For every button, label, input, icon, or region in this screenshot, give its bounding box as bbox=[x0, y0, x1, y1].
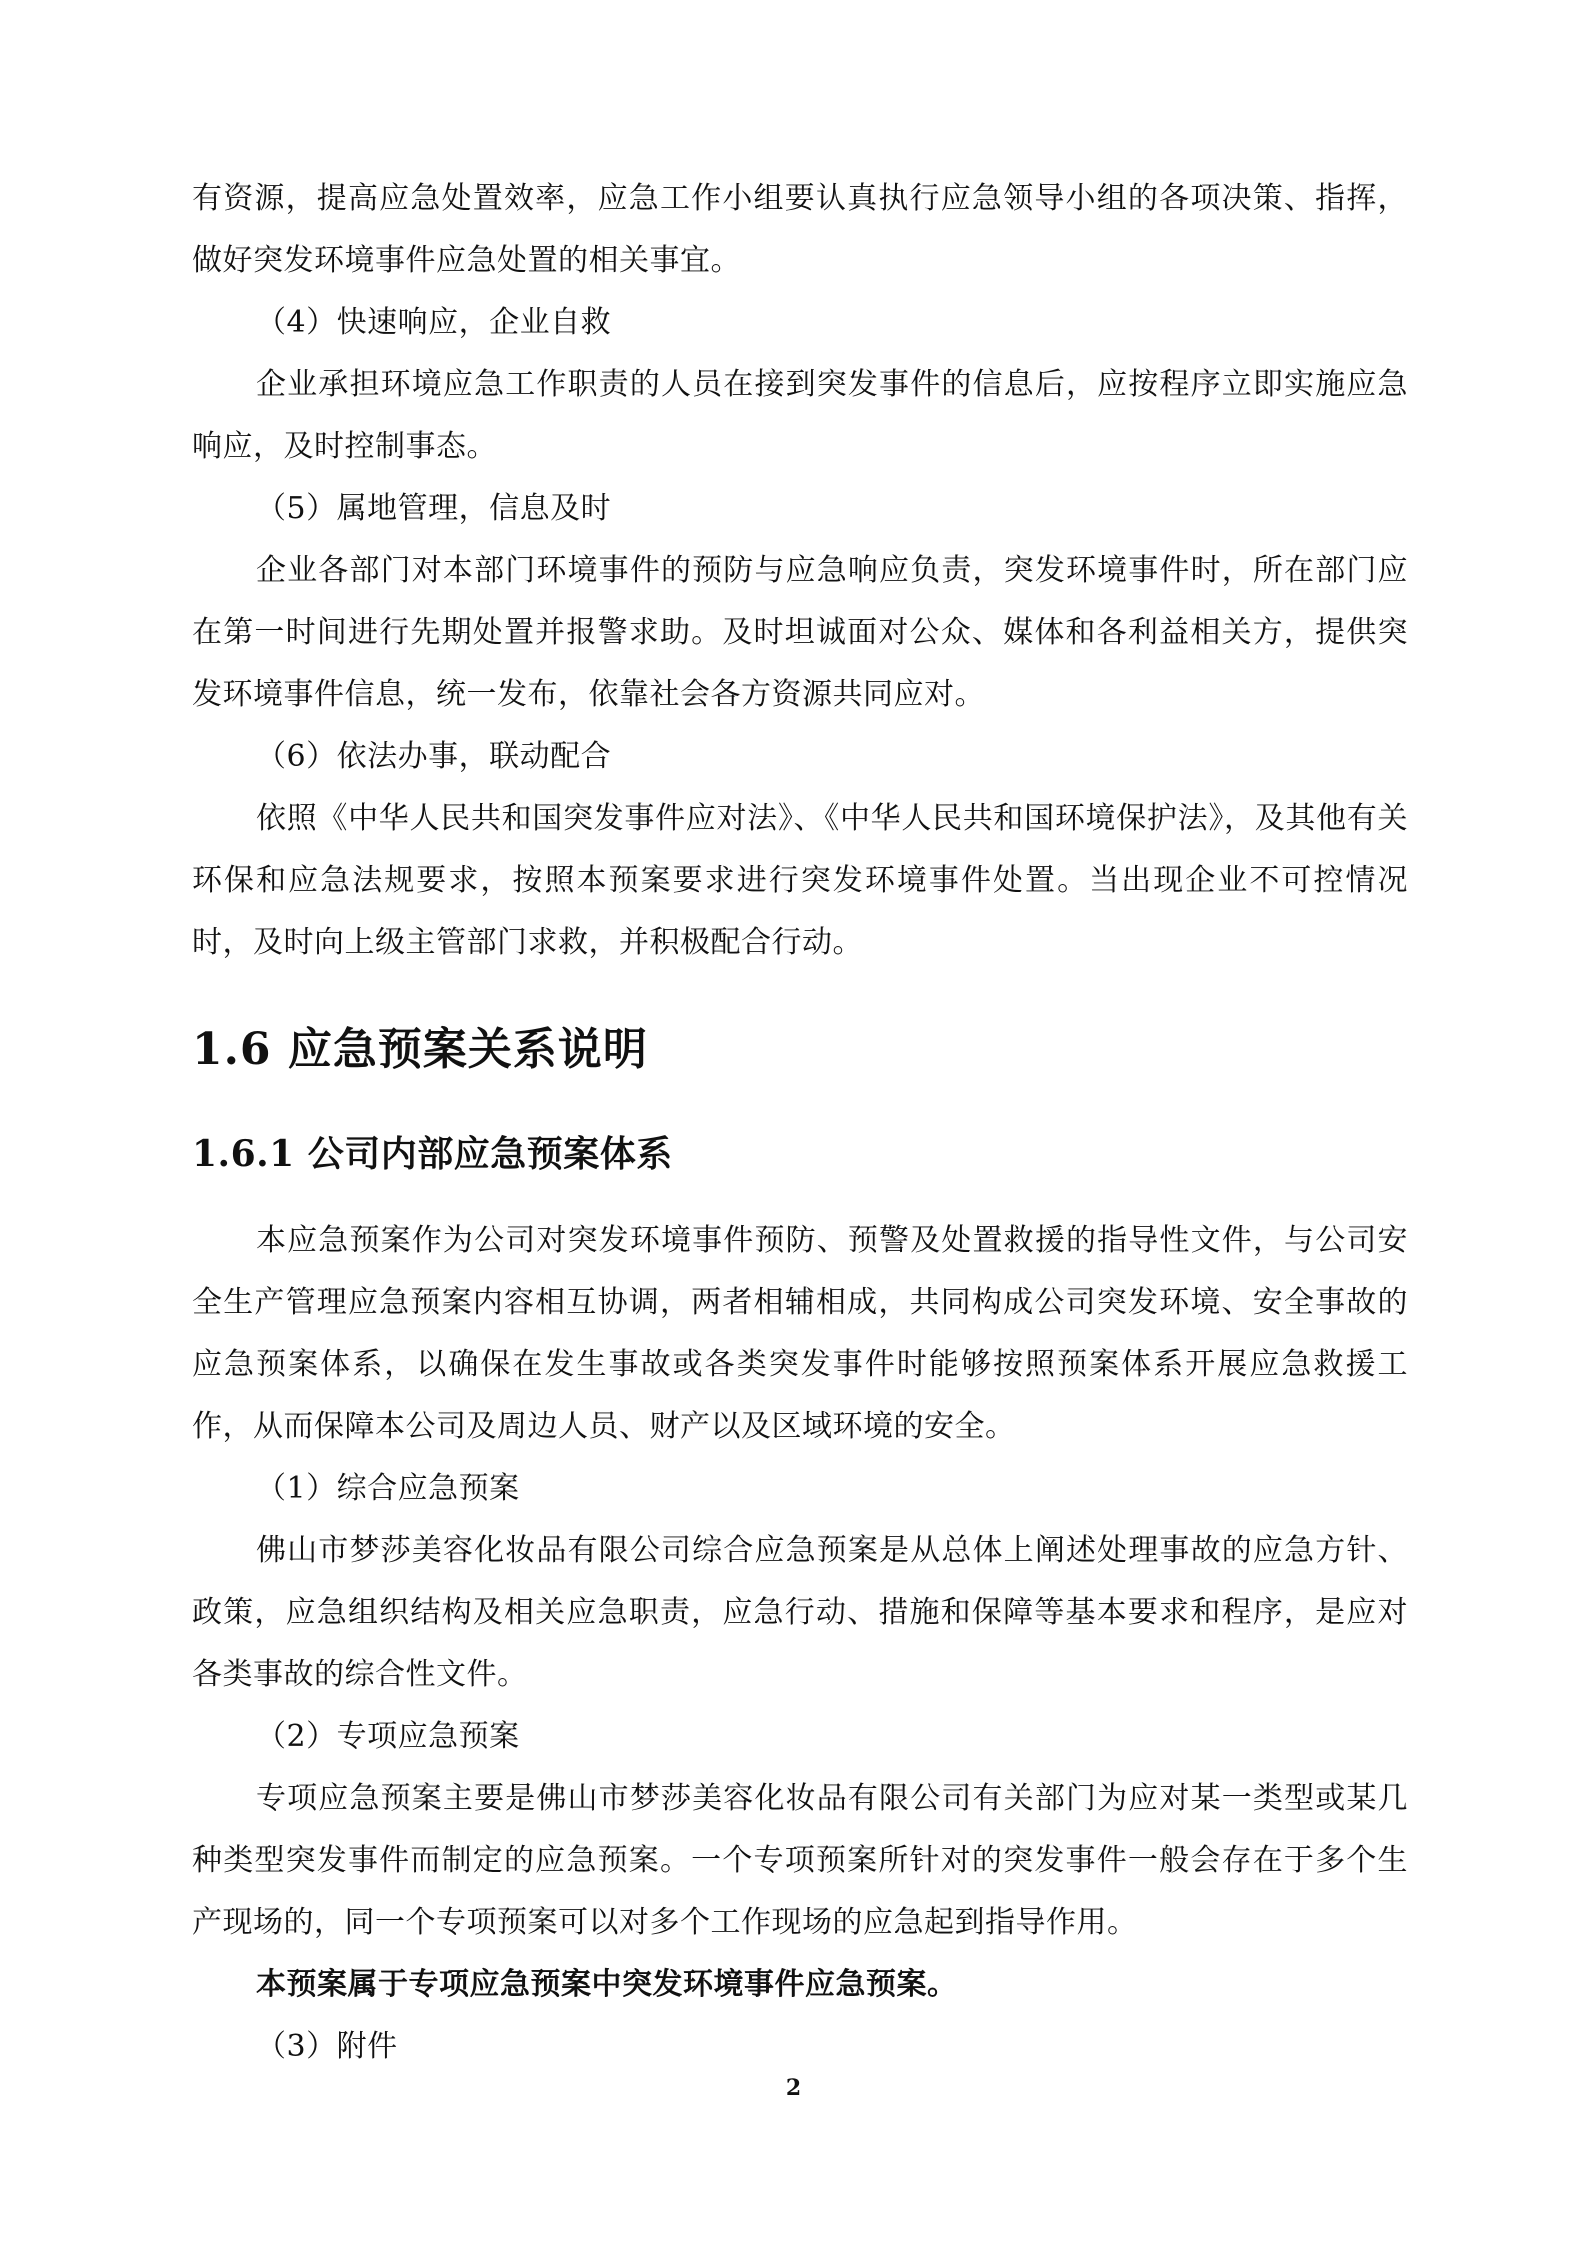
paragraph: 依照《中华人民共和国突发事件应对法》、《中华人民共和国环境保护法》，及其他有关环保和应急法规要求，按照本预案要求进行突发环境事件处置。当出现企业不可控情况时，及时向上级主管部门求救，并积极配合行动。 bbox=[192, 801, 1408, 960]
section-heading: 1.6 应急预案关系说明 bbox=[192, 1024, 648, 1075]
list-item-5: （5）属地管理，信息及时 bbox=[256, 491, 612, 526]
paragraph: 佛山市梦莎美容化妆品有限公司综合应急预案是从总体上阐述处理事故的应急方针、政策，应急组织结构及相关应急职责，应急行动、措施和保障等基本要求和程序，是应对各类事故的综合性文件。 bbox=[192, 1533, 1408, 1692]
paragraph: 本应急预案作为公司对突发环境事件预防、预警及处置救援的指导性文件，与公司安全生产管理应急预案内容相互协调，两者相辅相成，共同构成公司突发环境、安全事故的应急预案体系，以确保在发生事故或各类突发事件时能够按照预案体系开展应急救援工作，从而保障本公司及周边人员、财产以及区域环境的安全。 bbox=[192, 1223, 1408, 1444]
paragraph-continued: 有资源，提高应急处置效率，应急工作小组要认真执行应急领导小组的各项决策、指挥，做好突发环境事件应急处置的相关事宜。 bbox=[192, 181, 1408, 278]
page-number: 2 bbox=[785, 2075, 802, 2101]
paragraph: 专项应急预案主要是佛山市梦莎美容化妆品有限公司有关部门为应对某一类型或某几种类型突发事件而制定的应急预案。一个专项预案所针对的突发事件一般会存在于多个生产现场的，同一个专项预案可以对多个工作现场的应急起到指导作用。 bbox=[192, 1781, 1408, 1940]
list-item-6: （6）依法办事，联动配合 bbox=[256, 739, 612, 774]
paragraph: 企业承担环境应急工作职责的人员在接到突发事件的信息后，应按程序立即实施应急响应，及时控制事态。 bbox=[192, 367, 1408, 464]
list-item-3: （3）附件 bbox=[256, 2029, 398, 2064]
list-item-1: （1）综合应急预案 bbox=[256, 1471, 520, 1506]
subsection-heading: 1.6.1 公司内部应急预案体系 bbox=[192, 1133, 673, 1175]
bold-statement: 本预案属于专项应急预案中突发环境事件应急预案。 bbox=[256, 1967, 958, 2002]
list-item-2: （2）专项应急预案 bbox=[256, 1719, 520, 1754]
paragraph: 企业各部门对本部门环境事件的预防与应急响应负责，突发环境事件时，所在部门应在第一时间进行先期处置并报警求助。及时坦诚面对公众、媒体和各利益相关方，提供突发环境事件信息，统一发布，依靠社会各方资源共同应对。 bbox=[192, 553, 1408, 712]
document-page bbox=[192, 168, 1408, 2078]
list-item-4: （4）快速响应，企业自救 bbox=[256, 305, 612, 340]
